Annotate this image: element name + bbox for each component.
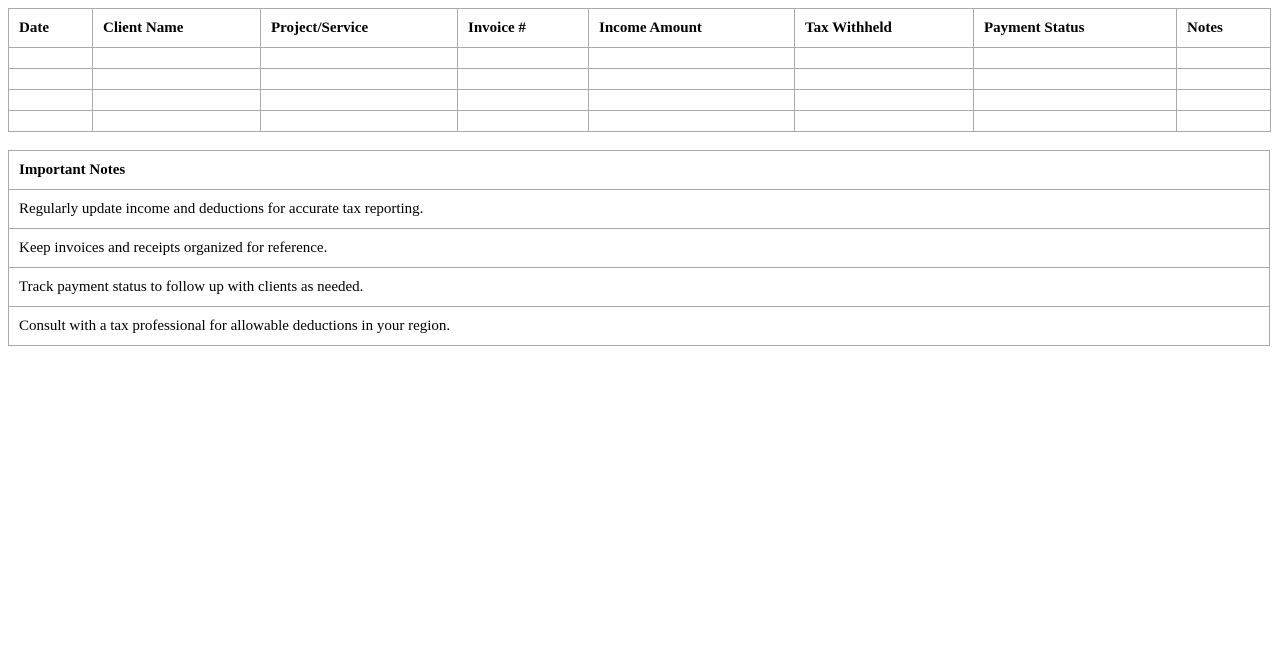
table-row — [9, 69, 1271, 90]
table-row — [9, 48, 1271, 69]
table-cell[interactable] — [458, 48, 589, 69]
table-cell[interactable] — [795, 69, 974, 90]
header-payment-status: Payment Status — [974, 9, 1177, 48]
table-cell[interactable] — [9, 111, 93, 132]
notes-title: Important Notes — [9, 151, 1270, 190]
income-table — [8, 8, 1271, 132]
table-cell[interactable] — [9, 69, 93, 90]
table-cell[interactable] — [1177, 69, 1271, 90]
header-tax-withheld: Tax Withheld — [795, 9, 974, 48]
list-item — [9, 229, 1270, 268]
list-item — [9, 307, 1270, 346]
table-cell[interactable] — [458, 69, 589, 90]
note-text: Regularly update income and deductions for accurate tax reporting. — [9, 190, 1270, 229]
table-row — [9, 111, 1271, 132]
header-income-amount: Income Amount — [589, 9, 795, 48]
table-cell[interactable] — [795, 48, 974, 69]
table-cell[interactable] — [93, 48, 261, 69]
header-date: Date — [9, 9, 93, 48]
header-client-name: Client Name — [93, 9, 261, 48]
table-cell[interactable] — [261, 111, 458, 132]
table-cell[interactable] — [589, 48, 795, 69]
table-cell[interactable] — [458, 90, 589, 111]
header-invoice-number: Invoice # — [458, 9, 589, 48]
table-cell[interactable] — [9, 90, 93, 111]
note-text: Track payment status to follow up with clients as needed. — [9, 268, 1270, 307]
note-text: Consult with a tax professional for allowable deductions in your region. — [9, 307, 1270, 346]
list-item — [9, 268, 1270, 307]
table-cell[interactable] — [974, 111, 1177, 132]
table-cell[interactable] — [1177, 111, 1271, 132]
table-header-row — [9, 9, 1271, 48]
important-notes-table — [8, 150, 1270, 346]
table-cell[interactable] — [974, 90, 1177, 111]
table-cell[interactable] — [589, 90, 795, 111]
table-cell[interactable] — [795, 90, 974, 111]
table-cell[interactable] — [589, 69, 795, 90]
notes-header-row — [9, 151, 1270, 190]
table-cell[interactable] — [9, 48, 93, 69]
header-notes: Notes — [1177, 9, 1271, 48]
table-cell[interactable] — [261, 48, 458, 69]
table-cell[interactable] — [93, 69, 261, 90]
note-text: Keep invoices and receipts organized for reference. — [9, 229, 1270, 268]
table-cell[interactable] — [589, 111, 795, 132]
table-cell[interactable] — [1177, 90, 1271, 111]
table-cell[interactable] — [974, 48, 1177, 69]
table-cell[interactable] — [93, 90, 261, 111]
header-project-service: Project/Service — [261, 9, 458, 48]
table-cell[interactable] — [1177, 48, 1271, 69]
list-item — [9, 190, 1270, 229]
table-cell[interactable] — [93, 111, 261, 132]
table-cell[interactable] — [261, 69, 458, 90]
table-cell[interactable] — [795, 111, 974, 132]
table-row — [9, 90, 1271, 111]
table-cell[interactable] — [458, 111, 589, 132]
table-cell[interactable] — [974, 69, 1177, 90]
table-cell[interactable] — [261, 90, 458, 111]
